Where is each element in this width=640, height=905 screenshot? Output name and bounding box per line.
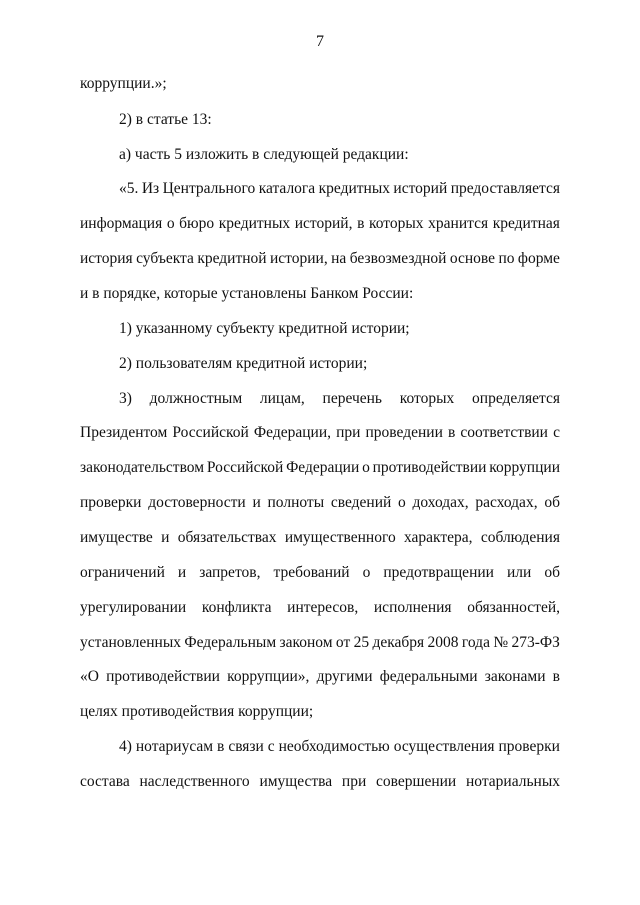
text-line: 1) указанному субъекту кредитной истории; (119, 320, 410, 337)
word: связи (228, 738, 264, 755)
word: и (161, 529, 170, 546)
word: коррупции», (227, 668, 310, 685)
word: Федеральным (184, 634, 277, 651)
word: определяется (472, 390, 560, 407)
word: соответствии (460, 424, 548, 441)
text-line (80, 529, 560, 547)
word: об (544, 494, 560, 511)
word: коррупции (489, 459, 560, 476)
word: предотвращении (383, 564, 494, 581)
word: 25 (353, 634, 370, 651)
word: бюро (179, 215, 215, 232)
word: о (166, 215, 175, 232)
word: 4) (119, 738, 132, 755)
text-line (119, 180, 560, 198)
word: «О (80, 668, 99, 685)
page-number: 7 (316, 33, 324, 50)
word: законом (279, 634, 333, 651)
word: 2008 (427, 634, 459, 651)
word: которых (399, 390, 455, 407)
word: о (362, 564, 371, 581)
word: в (552, 668, 560, 685)
word: Российской (172, 424, 249, 441)
word: историй, (294, 215, 353, 232)
word: кредитных (318, 180, 390, 197)
text-line: коррупции.»; (80, 75, 167, 92)
word: субъекта (136, 250, 194, 267)
word: федеральными (379, 668, 478, 685)
word: кредитная (492, 215, 560, 232)
text-line (80, 634, 560, 652)
word: о (362, 459, 370, 476)
word: осуществления (393, 738, 495, 755)
text-line: а) часть 5 изложить в следующей редакции: (119, 146, 409, 163)
word: года (461, 634, 490, 651)
word: Из (141, 180, 160, 197)
word: проверки (498, 738, 560, 755)
word: об (544, 564, 560, 581)
word: перечень (322, 390, 383, 407)
word: по (498, 250, 515, 267)
word: кредитных (218, 215, 291, 232)
word: от (335, 634, 351, 651)
word: «5. (119, 180, 139, 197)
word: история (80, 250, 133, 267)
word: в (217, 738, 225, 755)
word: имущественного (284, 529, 396, 546)
text-line: и в порядке, которые установлены Банком России: (80, 285, 414, 302)
word: предоставляется (450, 180, 560, 197)
word: о (398, 494, 406, 511)
text-line: 2) в статье 13: (119, 111, 212, 128)
text-line (80, 250, 560, 268)
text-line (119, 738, 560, 756)
word: исполнения (373, 599, 452, 616)
word: конфликта (201, 599, 272, 616)
word: необходимостью (278, 738, 390, 755)
word: основе (449, 250, 496, 267)
word: Центрального (162, 180, 256, 197)
word: урегулировании (80, 599, 187, 616)
word: расходах, (475, 494, 538, 511)
word: наследственного (139, 773, 250, 790)
word: при (336, 424, 361, 441)
word: интересов, (287, 599, 359, 616)
word: лицам, (259, 390, 305, 407)
word: на (331, 250, 347, 267)
word: другими (316, 668, 373, 685)
word: состава (80, 773, 130, 790)
word: безвозмездной (349, 250, 447, 267)
word: в (447, 424, 456, 441)
word: законодательством (80, 459, 205, 476)
word: историй (393, 180, 448, 197)
word: и (252, 494, 261, 511)
word: характера, (403, 529, 473, 546)
word: имуществе (80, 529, 153, 546)
word: достоверности (148, 494, 246, 511)
word: проверки (80, 494, 142, 511)
word: кредитной (197, 250, 267, 267)
word: хранится (428, 215, 489, 232)
word: в (357, 215, 365, 232)
word: противодействии (106, 668, 220, 685)
word: обязанностей, (467, 599, 560, 616)
text-line (80, 773, 560, 791)
word: 273-ФЗ (511, 634, 560, 651)
word: информация (80, 215, 163, 232)
word: требований (273, 564, 350, 581)
text-line (80, 459, 560, 477)
word: Федерации (286, 459, 360, 476)
text-line (80, 668, 560, 686)
word: запретов, (199, 564, 261, 581)
word: при (341, 773, 367, 790)
word: соблюдения (480, 529, 560, 546)
word: противодействии (372, 459, 487, 476)
word: № (493, 634, 509, 651)
word: Федерации, (253, 424, 331, 441)
text-line (80, 494, 560, 512)
word: которых (369, 215, 424, 232)
word: установленных (80, 634, 181, 651)
word: совершении (376, 773, 457, 790)
word: ограничений (80, 564, 165, 581)
word: форме (517, 250, 560, 267)
word: Президентом (80, 424, 168, 441)
word: законами (484, 668, 546, 685)
text-line (80, 564, 560, 582)
text-line (119, 390, 560, 408)
word: имущества (259, 773, 333, 790)
word: каталога (258, 180, 316, 197)
word: доходах, (412, 494, 469, 511)
text-line (80, 599, 560, 617)
word: проведении (365, 424, 443, 441)
word: и (177, 564, 187, 581)
text-line: 2) пользователям кредитной истории; (119, 355, 368, 372)
word: Российской (206, 459, 284, 476)
word: или (506, 564, 532, 581)
word: сведений (330, 494, 392, 511)
word: с (267, 738, 275, 755)
word: истории, (270, 250, 328, 267)
word: должностным (149, 390, 243, 407)
text-line (80, 215, 560, 233)
word: обязательствах (177, 529, 277, 546)
word: полноты (267, 494, 325, 511)
text-line (80, 424, 560, 442)
word: 3) (119, 390, 132, 407)
word: нотариальных (465, 773, 560, 790)
word: декабря (372, 634, 425, 651)
word: нотариусам (135, 738, 214, 755)
word: с (553, 424, 560, 441)
text-line: целях противодействия коррупции; (80, 703, 314, 720)
